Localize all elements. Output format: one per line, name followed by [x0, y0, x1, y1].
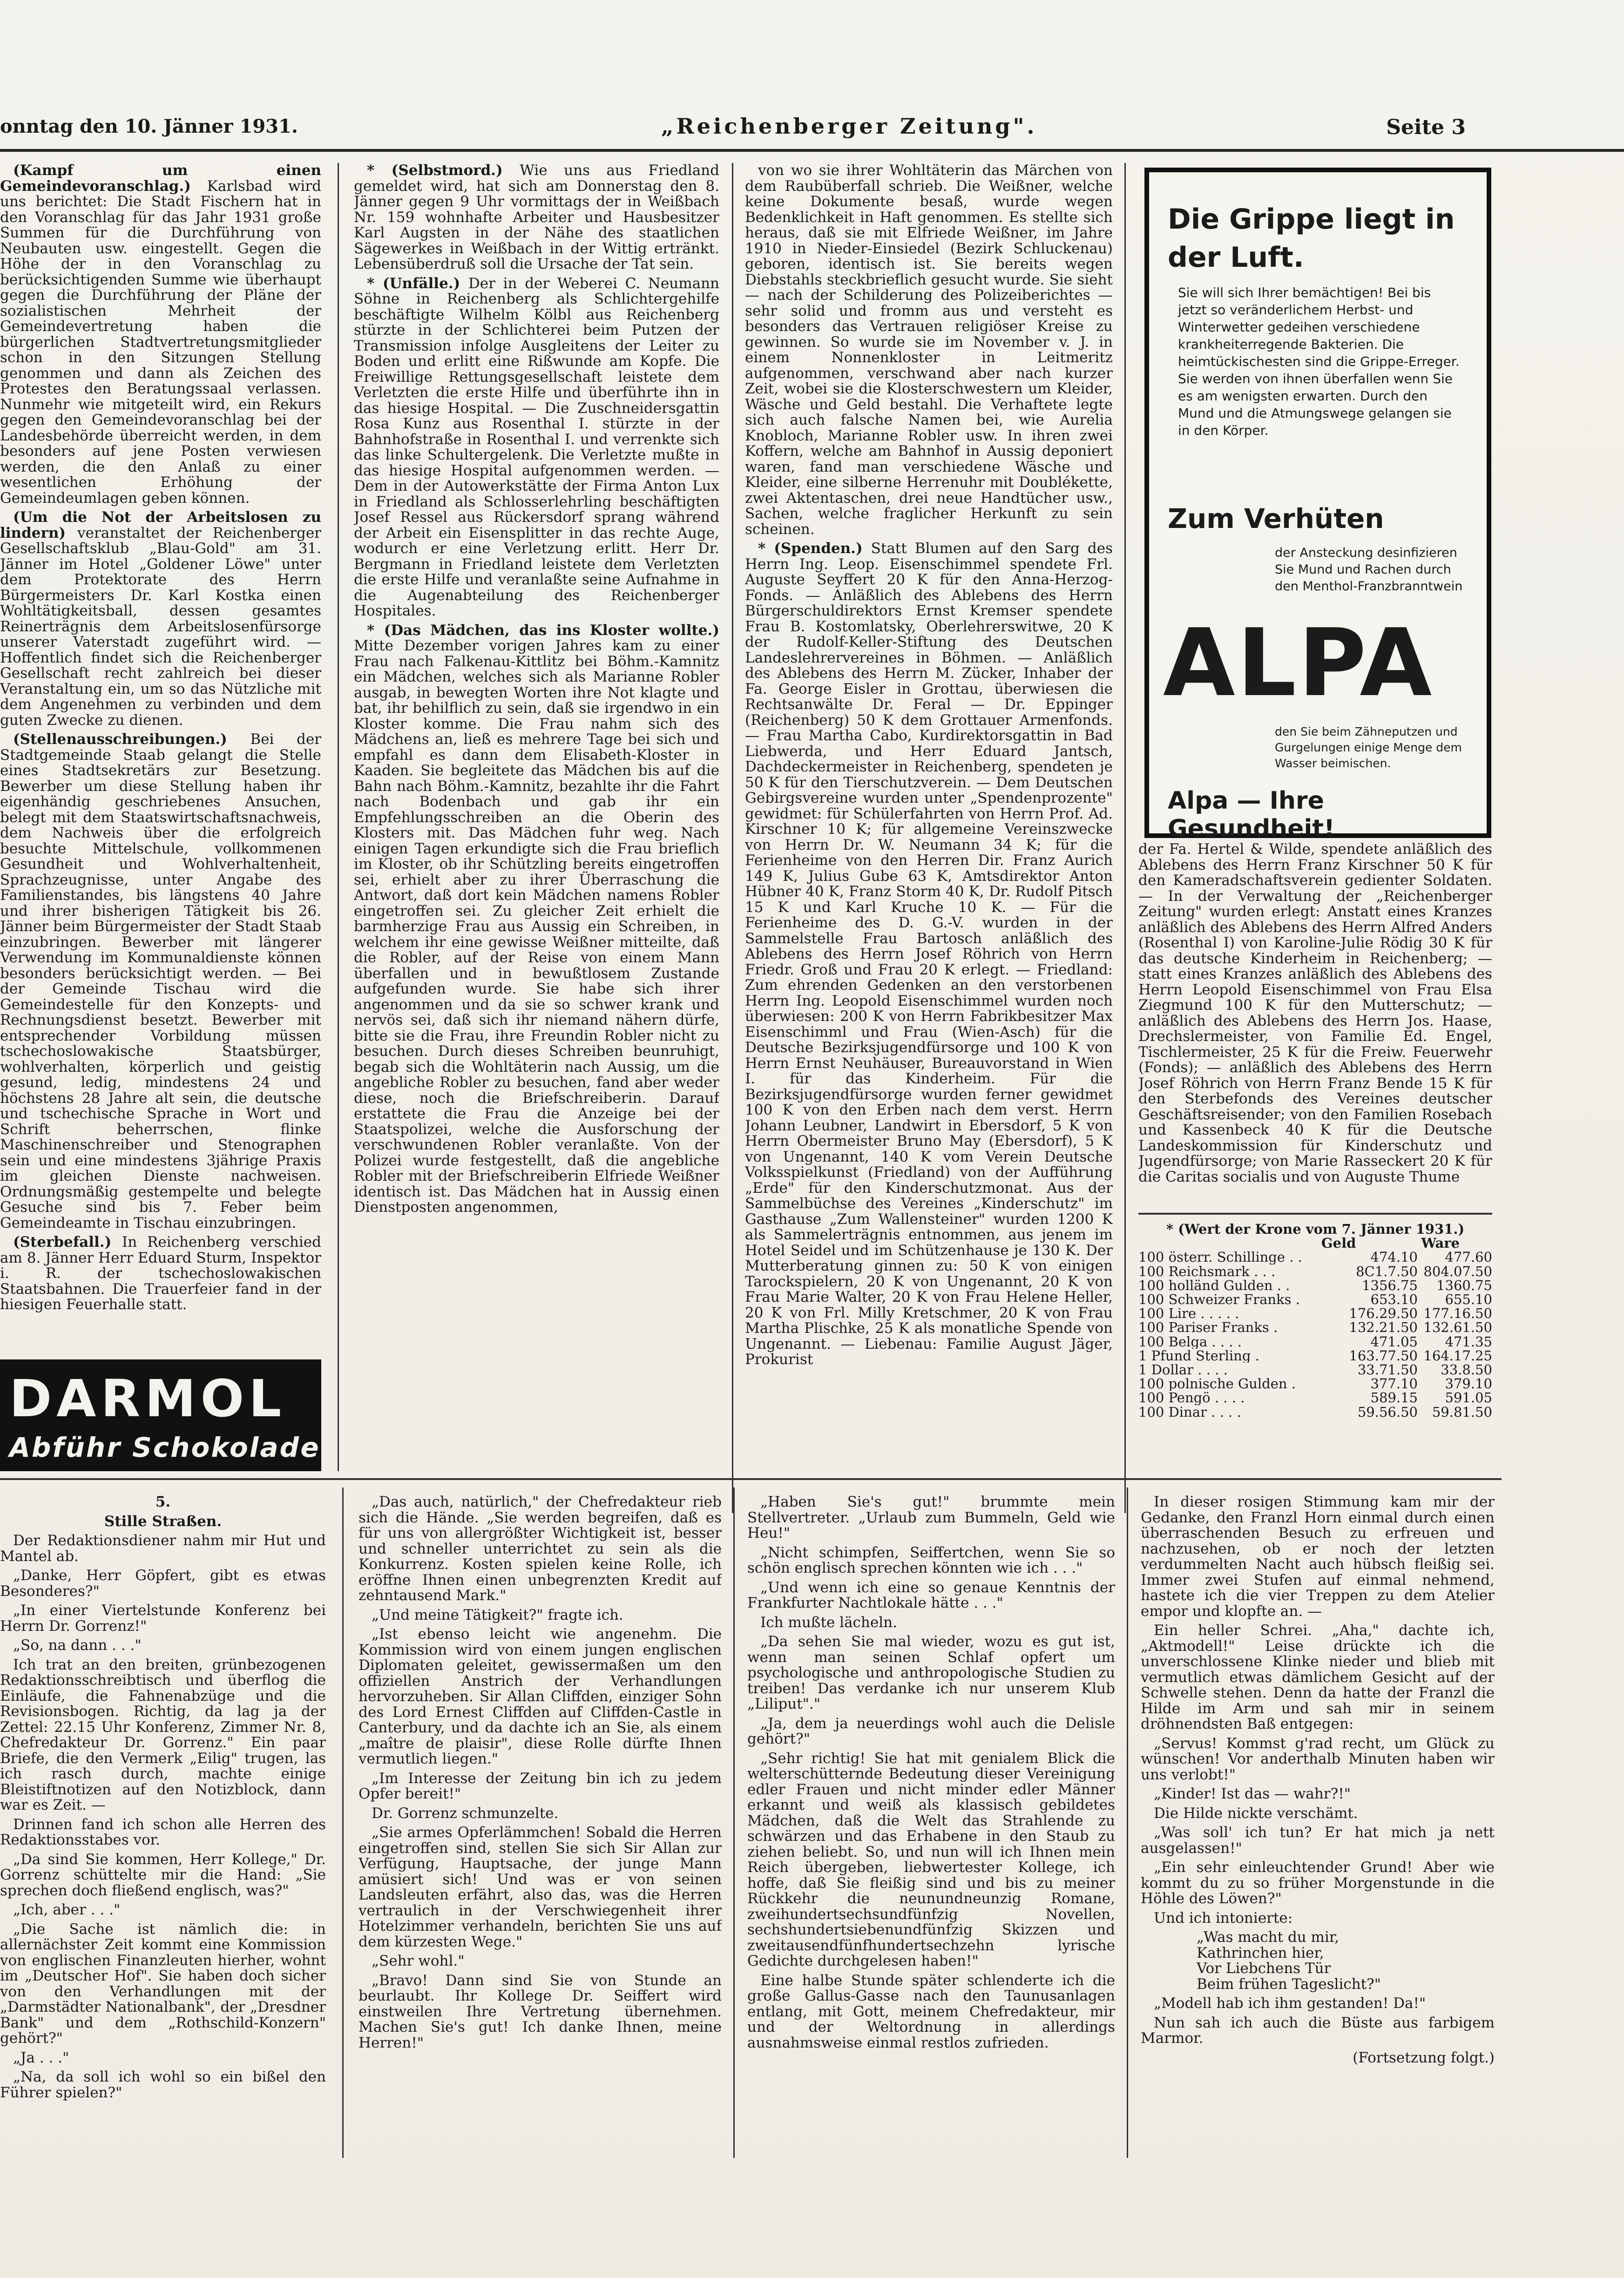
- story-paragraph: Dr. Gorrenz schmunzelte.: [372, 1805, 559, 1822]
- currency-row: [1138, 1349, 1492, 1363]
- currency-row: [1138, 1292, 1492, 1306]
- currency-row: [1138, 1250, 1492, 1264]
- story-paragraph: „Das auch, natürlich," der Chefredakteur rieb sich die Hände. „Sie werden begreifen, daß es für uns von allergrößter Wichtigkeit ist, besser und schneller unterrichtet zu sein als die Konkurrenz. Kosten spielen keine Rolle, ich eröffne Ihnen einen unbegrenzten Kredit auf zehntausend Mark.": [359, 1494, 722, 1604]
- currency-geld: 8C1.7.50: [1356, 1263, 1418, 1279]
- article: [0, 163, 321, 506]
- currency-name: 100 polnische Gulden .: [1138, 1377, 1296, 1391]
- story-paragraph: Eine halbe Stunde später schlenderte ich die große Gallus-Gasse nach den Taunusanlagen entlang, mit Gott, meinem Chefredakteur, mir und der Weltordnung in allerdings ausnahmsweise einmal restlos zufrieden.: [747, 1972, 1115, 2051]
- story-paragraph: Drinnen fand ich schon alle Herren des Redaktionsstabes vor.: [0, 1816, 326, 1848]
- article: [0, 1235, 321, 1313]
- story-paragraph: „Servus! Kommst g'rad recht, um Glück zu wünschen! Vor anderthalb Minuten haben wir uns verlobt!": [1141, 1735, 1495, 1783]
- article: [745, 541, 1113, 1368]
- story-paragraph: „Danke, Herr Göpfert, gibt es etwas Besonderes?": [0, 1567, 326, 1600]
- news-column-2: [354, 163, 719, 1513]
- currency-row: [1138, 1264, 1492, 1278]
- column-header-ware: Ware: [1421, 1235, 1460, 1251]
- story-paragraph: „Sie armes Opferlämmchen! Sobald die Herren eingetroffen sind, stellen Sie sich Sir Allan zur Verfügung, Hauptsache, der junge Mann amüsiert sich! Und was er von seinen Landsleuten erfährt, also das, was die Herren vertraulich in der Verschwiegenheit ihrer Hotelzimmer verhandeln, berichten Sie uns auf dem kürzesten Wege.": [359, 1824, 722, 1950]
- ad-text: Sie will sich Ihrer bemächtigen! Bei bis jetzt so veränderlichem Herbst- und Winterwetter gedeihen verschiedene krankheiterregende Bakterien. Die heimtückischesten sind die Grippe-Erreger. Sie werden von ihnen überfallen wenn Sie es am wenigsten erwarten. Durch den Mund und die Atmungswege gelangen sie in den Körper.: [1178, 285, 1460, 438]
- ad-slogan: Alpa — Ihre Gesundheit!: [1168, 787, 1335, 843]
- story-paragraph: „Ja, dem ja neuerdings wohl auch die Delisle gehört?": [747, 1715, 1115, 1747]
- currency-row: [1138, 1335, 1492, 1349]
- currency-geld: 474.10: [1370, 1249, 1418, 1265]
- article-heading: (Um die Not der Arbeitslosen zu lindern): [0, 509, 321, 541]
- article-heading: (Kampf um einen Gemeindevoranschlag.): [0, 163, 321, 195]
- story-paragraph: Und ich intonierte:: [1154, 1909, 1293, 1926]
- currency-ware: 471.35: [1445, 1333, 1492, 1350]
- story-paragraph: Die Hilde nickte verschämt.: [1154, 1805, 1358, 1822]
- currency-row: [1138, 1377, 1492, 1391]
- article: [0, 510, 321, 728]
- story-column-1: [0, 1494, 326, 2156]
- page-number: Seite 3: [1386, 115, 1466, 139]
- article-body: Statt Blumen auf den Sarg des Herrn Ing. Leop. Eisenschimmel spendete Frl. Auguste Seyffert 20 K für den Anna-Herzog-Fonds. — Anläßlich des Ablebens des Herrn Bürgerschuldirektors Ernst Kremser spendete Frau B. Kostomlatsky, Oberlehrerswitwe, 20 K der Rudolf-Keller-Stiftung des Deutschen Landeslehrervereines in Böhmen. — Anläßlich des Ablebens des Herrn M. Zücker, Inhaber der Fa. George Eisler in Grottau, überwiesen die Rechtsanwälte Dr. Feral — Dr. Eppinger (Reichenberg) 50 K dem Grottauer Armenfonds. — Frau Martha Cabo, Kurdirektorsgattin in Bad Liebwerda, und Herr Eduard Jantsch, Dachdeckermeister in Reichenberg, spendeten je 50 K für den Tierschutzverein. — Dem Deutschen Gebirgsvereine wurden unter „Spendenprozente" gewidmet: für Schülerfahrten von Herrn Prof. Ad. Kirschner 10 K; für allgemeine Vereinszwecke von Herrn Dr. W. Neumann 34 K; für die Ferienheime von den Herren Dir. Franz Aurich 149 K, Julius Gube 63 K, Amtsdirektor Anton Hübner 40 K, Franz Storm 40 K, Dr. Rudolf Pitsch 15 K und Karl Kruche 10 K. — Für die Ferienheime des D. G.-V. wurden in der Sammelstelle Frau Bartosch anläßlich des Ablebens des Herrn Josef Röhrich von Herrn Friedr. Groß und Frau 20 K erlegt. — Friedland: Zum ehrenden Gedenken an den verstorbenen Herrn Ing. Leopold Eisenschimmel wurden noch überwiesen: 200 K von Herrn Fabrikbesitzer Max Eisenschimml und Frau (Wien-Asch) für die Deutsche Bezirksjugendfürsorge und 100 K von Herrn Ernst Neuhäuser, Bureauvorstand in Wien I. für das Kinderheim. Für die Bezirksjugendfürsorge wurden ferner gewidmet 100 K von den Erben nach dem verst. Herrn Johann Leubner, Landwirt in Ebersdorf, 5 K von Herrn Obermeister Bruno May (Ebersdorf), 5 K von Ungenannt, 140 K vom Verein Deutsche Volksspielkunst (Friedland) von der Aufführung „Erde" für den Kinderschutzmonat. Aus der Sammelbüchse des Vereines „Kinderschutz" im Gasthause „Zum Wallensteiner" wurden 1200 K als Sammelerträgnis entnommen, aus jenem im Hotel Seidel und im Schützenhause je 130 K. Der Mutterberatung ginnen zu: 50 K von einigen Tarockspielern, 20 K von Ungenannt, 20 K von Frau Marie Walter, 20 K von Frau Helene Heller, 20 K von Frl. Milly Kretschmer, 20 K von Frau Martha Plischke, 25 K als monatliche Spende von Ungenannt. — Liebenau: Familie August Jäger, Prokurist: [745, 540, 1113, 1368]
- currency-name: 100 Pariser Franks .: [1138, 1320, 1278, 1335]
- darmol-tagline: Abführ Schokolade: [9, 1432, 320, 1463]
- story-paragraph: „Bravo! Dann sind Sie von Stunde an beurlaubt. Ihr Kollege Dr. Seiffert wird einstweilen Ihre Vertretung übernehmen. Machen Sie's gut! Ich danke Ihnen, meine Herren!": [359, 1972, 722, 2051]
- currency-name: 100 Lire . . . . .: [1138, 1306, 1239, 1321]
- article-body: Karlsbad wird uns berichtet: Die Stadt Fischern hat in den Voranschlag für das Jahr 1931 große Summen für die Durchführung von Neubauten usw. eingestellt. Gegen die Höhe der in den Voranschlag zu berücksichtigenden Summe wie überhaupt gegen die Durchführung der Pläne der sozialistischen Mehrheit der Gemeindevertretung haben die bürgerlichen Stadtvertretungsmitglieder schon in den Sitzungen Stellung genommen und dann als Zeichen des Protestes den Beratungssaal verlassen. Nunmehr wie mitgeteilt wird, ein Rekurs gegen den Gemeindevoranschlag bei der Landesbehörde überreicht werden, in dem besonders auf jene Posten verwiesen werden, die den Anlaß zu einer wesentlichen Erhöhung der Gemeindeumlagen geben können.: [0, 177, 321, 507]
- story-paragraph: „Und meine Tätigkeit?" fragte ich.: [372, 1606, 623, 1623]
- currency-name: 100 österr. Schillinge . .: [1138, 1250, 1302, 1264]
- story-paragraph: „Was macht du mir, Kathrinchen hier, Vor Liebchens Tür Beim frühen Tageslicht?": [1197, 1929, 1381, 1993]
- currency-name: 100 holländ Gulden . .: [1138, 1278, 1290, 1293]
- column-header-geld: Geld: [1321, 1235, 1356, 1251]
- story-paragraph: „Da sind Sie kommen, Herr Kollege," Dr. Gorrenz schüttelte mir die Hand: „Sie sprechen doch fließend englisch, was?": [0, 1851, 326, 1899]
- currency-geld: 176.29.50: [1349, 1305, 1418, 1322]
- currency-row: [1138, 1405, 1492, 1419]
- currency-name: 100 Reichsmark . . .: [1138, 1264, 1276, 1278]
- ad-subheadline: Zum Verhüten: [1168, 503, 1384, 534]
- ad-text: den Sie beim Zähneputzen und Gurgelungen einige Menge dem Wasser beimischen.: [1275, 725, 1462, 770]
- currency-name: 100 Pengö . . . .: [1138, 1391, 1245, 1405]
- darmol-logo: DARMOL: [9, 1369, 286, 1428]
- currency-geld: 163.77.50: [1349, 1347, 1418, 1364]
- currency-row: [1138, 1363, 1492, 1377]
- column-rule: [342, 1487, 344, 2158]
- story-paragraph: „In einer Viertelstunde Konferenz bei Herrn Dr. Gorrenz!": [0, 1602, 326, 1635]
- feuilleton-rule: [0, 1478, 1502, 1480]
- currency-name: 1 Dollar . . . .: [1138, 1363, 1228, 1377]
- story-paragraph: „So, na dann . . .": [13, 1637, 142, 1654]
- currency-geld: 653.10: [1370, 1291, 1418, 1308]
- column-rule: [338, 163, 339, 1471]
- story-chapter-title: Stille Straßen.: [104, 1513, 222, 1530]
- currency-geld: 33.71.50: [1357, 1362, 1418, 1378]
- article: [0, 732, 321, 1231]
- column-rule: [733, 1487, 735, 2158]
- article-body: Bei der Stadtgemeinde Staab gelangt die Stelle eines Stadtsekretärs zur Besetzung. Bewerber um diese Stellung haben ihr eigenhändig geschriebenes Ansuchen, belegt mit dem Staatswirtschaftsnachweis, dem Nachweis über die erfolgreich besuchte Mittelschule, vollkommenen Gesundheit und Wohlverhaltenheit, Sprachzeugnisse, unter Angabe des Familienstandes, bis längstens 40 Jahre und ihrer bisherigen Tätigkeit bis 26. Jänner beim Bürgermeister der Stadt Staab einzubringen. Bewerber mit längerer Verwendung im Kommunaldienste können besonders berücksichtigt werden. — Bei der Gemeinde Tischau wird die Gemeindestelle für den Konzepts- und Rechnungsdienst besetzt. Bewerber mit entsprechender Vorbildung müssen tschechoslowakische Staatsbürger, wohlverhalten, körperlich und geistig gesund, ledig, mindestens 24 und höchstens 28 Jahre alt sein, die deutsche und tschechische Sprache in Wort und Schrift beherrschen, flinke Maschinenschreiber und Stenographen sein und eine mindestens 3jährige Praxis im gleichen Dienste nachweisen. Ordnungsmäßig gestempelte und belegte Gesuche sind bis 7. Feber beim Gemeindeamte in Tischau einzubringen.: [0, 731, 321, 1231]
- story-paragraph: „Modell hab ich ihm gestanden! Da!": [1154, 1995, 1426, 2012]
- currency-ware: 132.61.50: [1423, 1319, 1492, 1336]
- story-paragraph: „Nicht schimpfen, Seiffertchen, wenn Sie so schön englisch sprechen könnten wie ich . . .": [747, 1544, 1115, 1576]
- currency-ware: 804.07.50: [1423, 1263, 1492, 1279]
- story-column-4: [1141, 1494, 1495, 2156]
- currency-row: [1138, 1320, 1492, 1334]
- story-paragraph: Ich trat an den breiten, grünbezogenen Redaktionsschreibtisch und überflog die Einläufe, die Fahnenabzüge und die Revisionsbogen. Richtig, da lag ja der Zettel: 22.15 Uhr Konferenz, Zimmer Nr. 8, Chefredakteur Dr. Gorrenz." Ein paar Briefe, die den Vermerk „Eilig" trugen, las ich rasch durch, machte einige Bleistiftnotizen auf den Notizblock, dann war es Zeit. —: [0, 1656, 326, 1813]
- currency-name: 100 Belga . . . .: [1138, 1334, 1242, 1349]
- story-paragraph: „Ja . . .": [13, 2049, 69, 2066]
- story-paragraph: „Die Sache ist nämlich die: in allernächster Zeit kommt eine Kommission von englischen Finanzleuten hierher, wohnt im „Deutscher Hof". Sie haben doch sicher von den Verhandlungen mit der „Darmstädter Nationalbank", der „Dresdner Bank" und dem „Rothschild-Konzern" gehört?": [0, 1920, 326, 2047]
- news-column-4-spenden: [1138, 842, 1492, 1210]
- currency-row: [1138, 1306, 1492, 1320]
- story-paragraph: „Sehr wohl.": [372, 1953, 465, 1969]
- article-body: Wie uns aus Friedland gemeldet wird, hat sich am Donnerstag den 8. Jänner gegen 9 Uhr vormittags der in Weißbach Nr. 159 wohnhafte Arbeiter und Hausbesitzer Karl Augsten in der Nähe des staatlichen Sägewerkes in Weißbach in der Wittig ertränkt. Lebensüberdruß soll die Ursache der Tat sein.: [354, 163, 719, 272]
- news-column-3: [745, 163, 1113, 1513]
- newspaper-title: „Reichenberger Zeitung".: [661, 114, 1037, 139]
- story-paragraph: Ich mußte lächeln.: [760, 1614, 897, 1631]
- story-column-2: [359, 1494, 722, 2156]
- story-paragraph: „Ist ebenso leicht wie angenehm. Die Kommission wird von einem jungen englischen Diplomaten geleitet, gewissermaßen um den offiziellen Anstrich der Verhandlungen hervorzuheben. Sir Allan Cliffden, einziger Sohn des Lord Ernest Cliffden auf Cliffden-Castle in Canterbury, und da dachte ich an Sie, als einem „maître de plaisir", diese Rolle dürfte Ihnen vermutlich liegen.": [359, 1626, 722, 1767]
- currency-table-header: [1138, 1236, 1492, 1250]
- story-paragraph: „Was soll' ich tun? Er hat mich ja nett ausgelassen!": [1141, 1824, 1495, 1857]
- story-paragraph: Der Redaktionsdiener nahm mir Hut und Mantel ab.: [0, 1532, 326, 1565]
- story-paragraph: (Fortsetzung folgt.): [1353, 2049, 1495, 2066]
- currency-ware: 177.16.50: [1423, 1305, 1492, 1322]
- currency-table-title: * (Wert der Krone vom 7. Jänner 1931.): [1166, 1221, 1465, 1237]
- article-body: von wo sie ihrer Wohltäterin das Märchen von dem Raubüberfall schrieb. Die Weißner, welche keine Dokumente besaß, wurde wegen Bedenklichkeit in Haft genommen. Es stellte sich heraus, daß sie mit Elfriede Weißner, im Jahre 1910 in Nieder-Einsiedel (Bezirk Schluckenau) geboren, identisch ist. Sie bereits wegen Diebstahls steckbrieflich gesucht wurde. Sie sieht — nach der Schilderung des Polizeiberichtes — sehr solid und fromm aus und versteht es besonders das Vertrauen religiöser Kreise zu gewinnen. So wurde sie im November v. J. in einem Nonnenkloster in Leitmeritz aufgenommen, verschwand aber nach kurzer Zeit, wobei sie die Klosterschwestern um Kleider, Wäsche und Geld bestahl. Die Verhaftete legte sich auch falsche Namen bei, wie Aurelia Knobloch, Marianne Robler usw. In ihren zwei Koffern, welche am Bahnhof in Aussig deponiert waren, fand man verschiedene Wäsche und Kleider, eine silberne Herrenuhr mit Doublékette, zwei Aktentaschen, drei neue Handtücher usw., Sachen, welche fraglicher Herkunft zu sein scheinen.: [745, 163, 1113, 538]
- article-heading: * (Selbstmord.): [367, 163, 520, 179]
- article-heading: * (Spenden.): [758, 540, 871, 557]
- currency-ware: 591.05: [1445, 1390, 1492, 1406]
- currency-ware: 1360.75: [1436, 1277, 1492, 1293]
- story-paragraph: Ein heller Schrei. „Aha," dachte ich, „Aktmodell!" Leise drückte ich die unverschlossene Klinke nieder und blieb mit vermutlich etwas dämlichem Gesicht auf der Schwelle stehen. Denn da hatte der Franzl die Hilde im Arm und sah mir in seinem dröhnendsten Baß entgegen:: [1141, 1622, 1495, 1732]
- currency-row: [1138, 1278, 1492, 1292]
- article-heading: * (Unfälle.): [367, 275, 468, 292]
- story-paragraph: „Ich, aber . . .": [13, 1901, 121, 1918]
- masthead: [0, 107, 1624, 152]
- column-rule: [1124, 163, 1126, 1513]
- currency-name: 1 Pfund Sterling .: [1138, 1348, 1259, 1363]
- article: [354, 276, 719, 619]
- currency-ware: 33.8.50: [1441, 1362, 1492, 1378]
- article-body: In Reichenberg verschied am 8. Jänner Herr Eduard Sturm, Inspektor i. R. der tschechoslowakischen Staatsbahnen. Die Trauerfeier fand in der hiesigen Feuerhalle statt.: [0, 1234, 321, 1313]
- currency-table: [1138, 1222, 1492, 1419]
- ad-brand-logo: ALPA: [1163, 609, 1434, 717]
- ad-headline: Die Grippe liegt in der Luft.: [1168, 203, 1455, 274]
- currency-geld: 132.21.50: [1349, 1319, 1418, 1336]
- story-paragraph: „Und wenn ich eine so genaue Kenntnis der Frankfurter Nachtlokale hätte . . .": [747, 1579, 1115, 1611]
- currency-ware: 477.60: [1445, 1249, 1492, 1265]
- article-heading: * (Das Mädchen, das ins Kloster wollte.): [367, 622, 719, 639]
- article: [354, 623, 719, 1216]
- story-paragraph: „Im Interesse der Zeitung bin ich zu jedem Opfer bereit!": [359, 1770, 722, 1802]
- article-heading: (Stellenausschreibungen.): [13, 731, 250, 748]
- currency-geld: 471.05: [1370, 1333, 1418, 1350]
- story-paragraph: „Kinder! Ist das — wahr?!": [1154, 1785, 1351, 1802]
- story-paragraph: „Haben Sie's gut!" brummte mein Stellvertreter. „Urlaub zum Bummeln, Geld wie Heu!": [747, 1494, 1115, 1541]
- story-paragraph: „Da sehen Sie mal wieder, wozu es gut ist, wenn man seinen Schlaf opfert um psychologische und anthropologische Studien zu treiben! Das verdanke ich nur unserem Klub „Liliput".": [747, 1633, 1115, 1712]
- ad-text: der Ansteckung desinfizieren Sie Mund und Rachen durch den Menthol-Franzbranntwein: [1275, 546, 1463, 594]
- story-chapter-number: 5.: [155, 1494, 171, 1510]
- currency-name: 100 Schweizer Franks .: [1138, 1292, 1300, 1307]
- alpa-advertisement: [1144, 168, 1491, 843]
- article-body: veranstaltet der Reichenberger Gesellschaftsklub „Blau-Gold" am 31. Jänner im Hotel „Goldener Löwe" unter dem Protektorate des Herrn Bürgermeisters Dr. Karl Kostka einen Wohltätigkeitsball, dessen gesamtes Reinerträgnis dem Arbeitslosenfürsorge unserer Vaterstadt zugeführt wird. — Hoffentlich findet sich die Reichenberger Gesellschaft recht zahlreich bei dieser Veranstaltung ein, um so das Nützliche mit dem Angenehmen zu verbinden und dem guten Zwecke zu dienen.: [0, 524, 321, 729]
- currency-ware: 59.81.50: [1432, 1404, 1492, 1420]
- issue-date: onntag den 10. Jänner 1931.: [0, 115, 298, 137]
- story-paragraph: „Ein sehr einleuchtender Grund! Aber wie kommt du zu so früher Morgenstunde in die Höhle des Löwen?": [1141, 1859, 1495, 1907]
- article-body: der Fa. Hertel & Wilde, spendete anläßlich des Ablebens des Herrn Franz Kirschner 50 K für den Kameradschaftsverein gedienter Soldaten. — In der Verwaltung der „Reichenberger Zeitung" wurden erlegt: Anstatt eines Kranzes anläßlich des Ablebens des Herrn Alfred Anders (Rosenthal I) von Karoline-Julie Rödig 30 K für das deutsche Kinderheim in Reichenberg; — statt eines Kranzes anläßlich des Ablebens des Herrn Leopold Eisenschimmel von Frau Elsa Ziegmund 100 K für den Mutterschutz; — anläßlich des Ablebens des Herrn Jos. Haase, Drechslermeister, von Familie Ed. Engel, Tischlermeister, 25 K für die Freiw. Feuerwehr (Fonds); — anläßlich des Ablebens des Herrn Josef Röhrich von Herrn Franz Bende 15 K für den Sterbefonds des Vereines deutscher Geschäftsreisender; von den Familien Rosebach und Kassenbeck 40 K für die Deutsche Landeskommission für Kinderschutz und Jugendfürsorge; von Marie Rasseckert 20 K für die Caritas socialis und von Auguste Thume: [1138, 842, 1492, 1185]
- article-body: Der in der Weberei C. Neumann Söhne in Reichenberg als Schlichtergehilfe beschäftigte Wilhelm Kölbl aus Reichenberg stürzte in der Schlichterei beim Putzen der Transmission infolge Ausgleitens der Leiter zu Boden und erlitt eine Rißwunde am Kopfe. Die Freiwillige Rettungsgesellschaft leistete dem Verletzten die erste Hilfe und überführte ihn in das hiesige Hospital. — Die Zuschneidersgattin Rosa Kunz aus Rosenthal I. stürzte in der Bahnhofstraße in Rosenthal I. und verrenkte sich das linke Schultergelenk. Die Verletzte mußte in das hiesige Hospital aufgenommen werden. — Dem in der Autowerkstätte der Firma Anton Lux in Friedland als Schlosserlehrling beschäftigten Josef Ressel aus Rückersdorf sprang während der Arbeit ein Eisensplitter in das rechte Auge, wodurch er eine Verletzung erlitt. Herr Dr. Bergmann in Friedland leistete dem Verletzten die erste Hilfe und veranlaßte seine Aufnahme in die Augenabteilung des Reichenberger Hospitales.: [354, 275, 719, 619]
- story-paragraph: „Sehr richtig! Sie hat mit genialem Blick die welterschütternde Bedeutung dieser Vereinigung edler Frauen und nicht minder edler Männer erkannt und weiß als klassisch gebildetes Mädchen, daß die Welt das Strahlende zu schwärzen und das Erhabene in den Staub zu ziehen beliebt. So, und nun will ich Ihnen mein Reich übergeben, liebwertester Kollege, ich hoffe, daß Sie fleißig sind und bis zu meiner Rückkehr die neunundneunzig Romane, zweihundertsechsundfünfzig Novellen, sechshundertsiebenundfünfzig Skizzen und zweitausendfünfhundertsechzehn lyrische Gedichte durchgelesen haben!": [747, 1750, 1115, 1969]
- currency-geld: 377.10: [1370, 1376, 1418, 1392]
- story-paragraph: „Na, da soll ich wohl so ein bißel den Führer spielen?": [0, 2068, 326, 2101]
- story-paragraph: In dieser rosigen Stimmung kam mir der Gedanke, den Franzl Horn einmal durch einen überraschenden Besuch zu erfreuen und nachzusehen, ob er noch der letzten verdummelten Nacht auch hübsch fleißig sei. Immer zwei Stufen auf einmal nehmend, hastete ich die vier Treppen zu dem Atelier empor und klopfte an. —: [1141, 1494, 1495, 1620]
- currency-ware: 379.10: [1445, 1376, 1492, 1392]
- story-paragraph: Nun sah ich auch die Büste aus farbigem Marmor.: [1141, 2014, 1495, 2047]
- currency-geld: 1356.75: [1362, 1277, 1418, 1293]
- currency-rows: [1138, 1250, 1492, 1419]
- currency-ware: 655.10: [1445, 1291, 1492, 1308]
- column-rule: [732, 163, 733, 1513]
- currency-ware: 164.17.25: [1423, 1347, 1492, 1364]
- story-column-3: [747, 1494, 1115, 2156]
- darmol-advertisement: [0, 1359, 321, 1471]
- currency-geld: 589.15: [1370, 1390, 1418, 1406]
- article: [354, 163, 719, 272]
- article: [745, 163, 1113, 537]
- currency-name: 100 Dinar . . . .: [1138, 1405, 1241, 1419]
- section-rule: [1138, 1213, 1492, 1215]
- article-heading: (Sterbefall.): [13, 1234, 122, 1251]
- currency-row: [1138, 1391, 1492, 1405]
- news-column-1: [0, 163, 321, 1355]
- currency-geld: 59.56.50: [1357, 1404, 1418, 1420]
- article-body: Mitte Dezember vorigen Jahres kam zu einer Frau nach Falkenau-Kittlitz bei Böhm.-Kamnitz ein Mädchen, welches sich als Marianne Robler ausgab, in bewegten Worten ihre Not klagte und bat, ihr behilflich zu sein, daß sie irgendwo in ein Kloster komme. Die Frau nahm sich des Mädchens an, ließ es mehrere Tage bei sich und empfahl es dann dem Elisabeth-Kloster in Kaaden. Sie begleitete das Mädchen bis auf die Bahn nach Böhm.-Kamnitz, bezahlte ihr die Fahrt nach Bodenbach und gab ihr ein Empfehlungsschreiben an die Oberin des Klosters mit. Das Mädchen fuhr weg. Nach einigen Tagen erkundigte sich die Frau brieflich im Kloster, ob ihr Schützling bereits eingetroffen sei, erhielt aber zu ihrer Überraschung die Antwort, daß dort kein Mädchen namens Robler eingetroffen sei. Zu gleicher Zeit erhielt die barmherzige Frau aus Aussig ein Schreiben, in welchem ihr eine gewisse Weißner mitteilte, daß die Robler, auf der Reise von einem Mann überfallen und in bewußtlosem Zustande aufgefunden wurde. Sie habe sich ihrer angenommen und da sie so schwer krank und nervös sei, daß sich ihr niemand nähern dürfe, bitte sie die Frau, ihre Freundin Robler nicht zu besuchen. Durch dieses Schreiben beunruhigt, begab sich die Wohltäterin nach Aussig, um die angebliche Robler zu besuchen, fand aber weder diese, noch die Briefschreiberin. Darauf erstattete die Frau die Anzeige bei der Staatspolizei, welche die Ausforschung der verschwundenen Robler veranlaßte. Von der Polizei wurde festgestellt, daß die angebliche Robler mit der Briefschreiberin Elfriede Weißner identisch ist. Das Mädchen hat in Aussig einen Dienstposten angenommen,: [354, 637, 719, 1216]
- column-rule: [1127, 1487, 1128, 2158]
